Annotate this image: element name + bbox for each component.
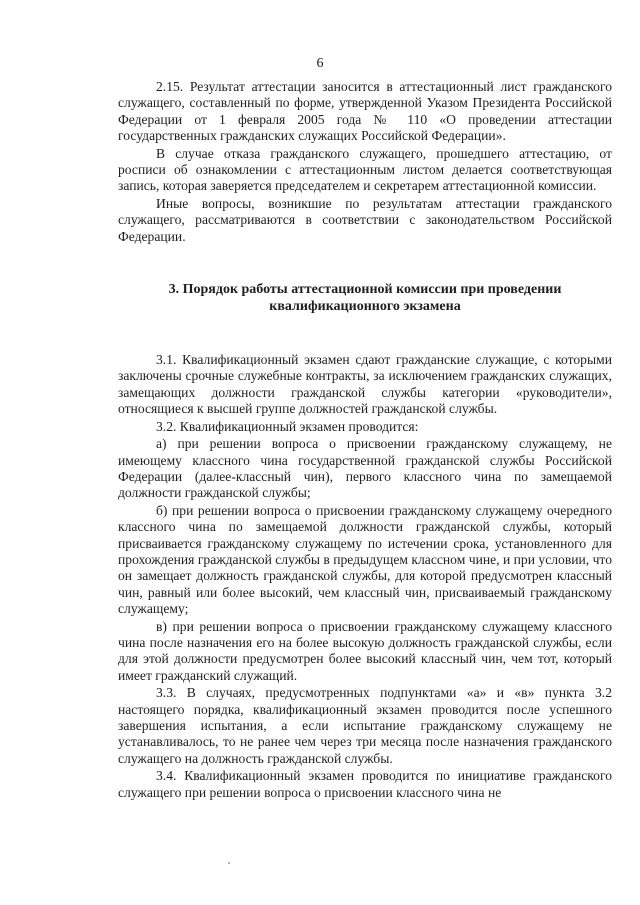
paragraph-3-4: 3.4. Квалификационный экзамен проводится по инициативе гражданского служащего при решении вопроса о присвоении классного чина не [118,768,612,800]
document-body [118,79,612,801]
paragraph-3-2-v: в) при решении вопроса о присвоении гражданскому служащему классного чина после назначения его на более высокую должность гражданской службы, если для этой должности предусмотрен более высокий классный чин, чем тот, который имеет гражданский служащий. [118,618,612,683]
paragraph-other-questions: Иные вопросы, возникшие по результатам аттестации гражданского служащего, рассматриваются в соответствии с законодательством Российской Федерации. [118,195,612,244]
paragraph-2-15: 2.15. Результат аттестации заносится в аттестационный лист гражданского служащего, составленный по форме, утвержденной Указом Президента Российской Федерации от 1 февраля 2005 года № 110 «О проведении аттестации государственных гражданских служащих Российской Федерации». [118,79,612,144]
page-number: 6 [316,56,324,71]
paragraph-3-1: 3.1. Квалификационный экзамен сдают гражданские служащие, с которыми заключены срочные служебные контракты, за исключением гражданских служащих, замещающих должности гражданской службы категории «руководители», относящиеся к высшей группе должностей гражданской службы. [118,352,612,417]
section-3-title [118,281,612,315]
section-title-line-1: 3. Порядок работы аттестационной комиссии при проведении [168,282,562,298]
section-title-line-2: квалификационного экзамена [269,299,461,315]
paragraph-3-2-b: б) при решении вопроса о присвоении гражданскому служащему очередного классного чина по замещаемой должности гражданской службы, который присваивается гражданскому служащему по истечении срока, установленного для прохождения гражданской службы в предыдущем классном чине, и при условии, что он замещает должность гражданской службы, для которой предусмотрен классный чин, равный или более высокий, чем классный чин, присваиваемый гражданскому служащему; [118,502,612,617]
paragraph-3-2-a: а) при решении вопроса о присвоении гражданскому служащему, не имеющему классного чина государственной гражданской службы Российской Федерации (далее-классный чин), первого классного чина по замещаемой должности гражданской службы; [118,436,612,501]
paragraph-3-3: 3.3. В случаях, предусмотренных подпунктами «а» и «в» пункта 3.2 настоящего порядка, квалификационный экзамен проводится после успешного завершения испытания, а если испытание гражданскому служащему не устанавливалось, то не ранее чем через три месяца после назначения гражданского служащего на должность гражданской службы. [118,685,612,766]
paragraph-refusal: В случае отказа гражданского служащего, прошедшего аттестацию, от росписи об ознакомлении с аттестационным листом делается соответствующая запись, которая заверяется председателем и секретарем аттестационной комиссии. [118,145,612,194]
scan-speck [228,862,230,864]
paragraph-3-2: 3.2. Квалификационный экзамен проводится: [156,418,419,434]
